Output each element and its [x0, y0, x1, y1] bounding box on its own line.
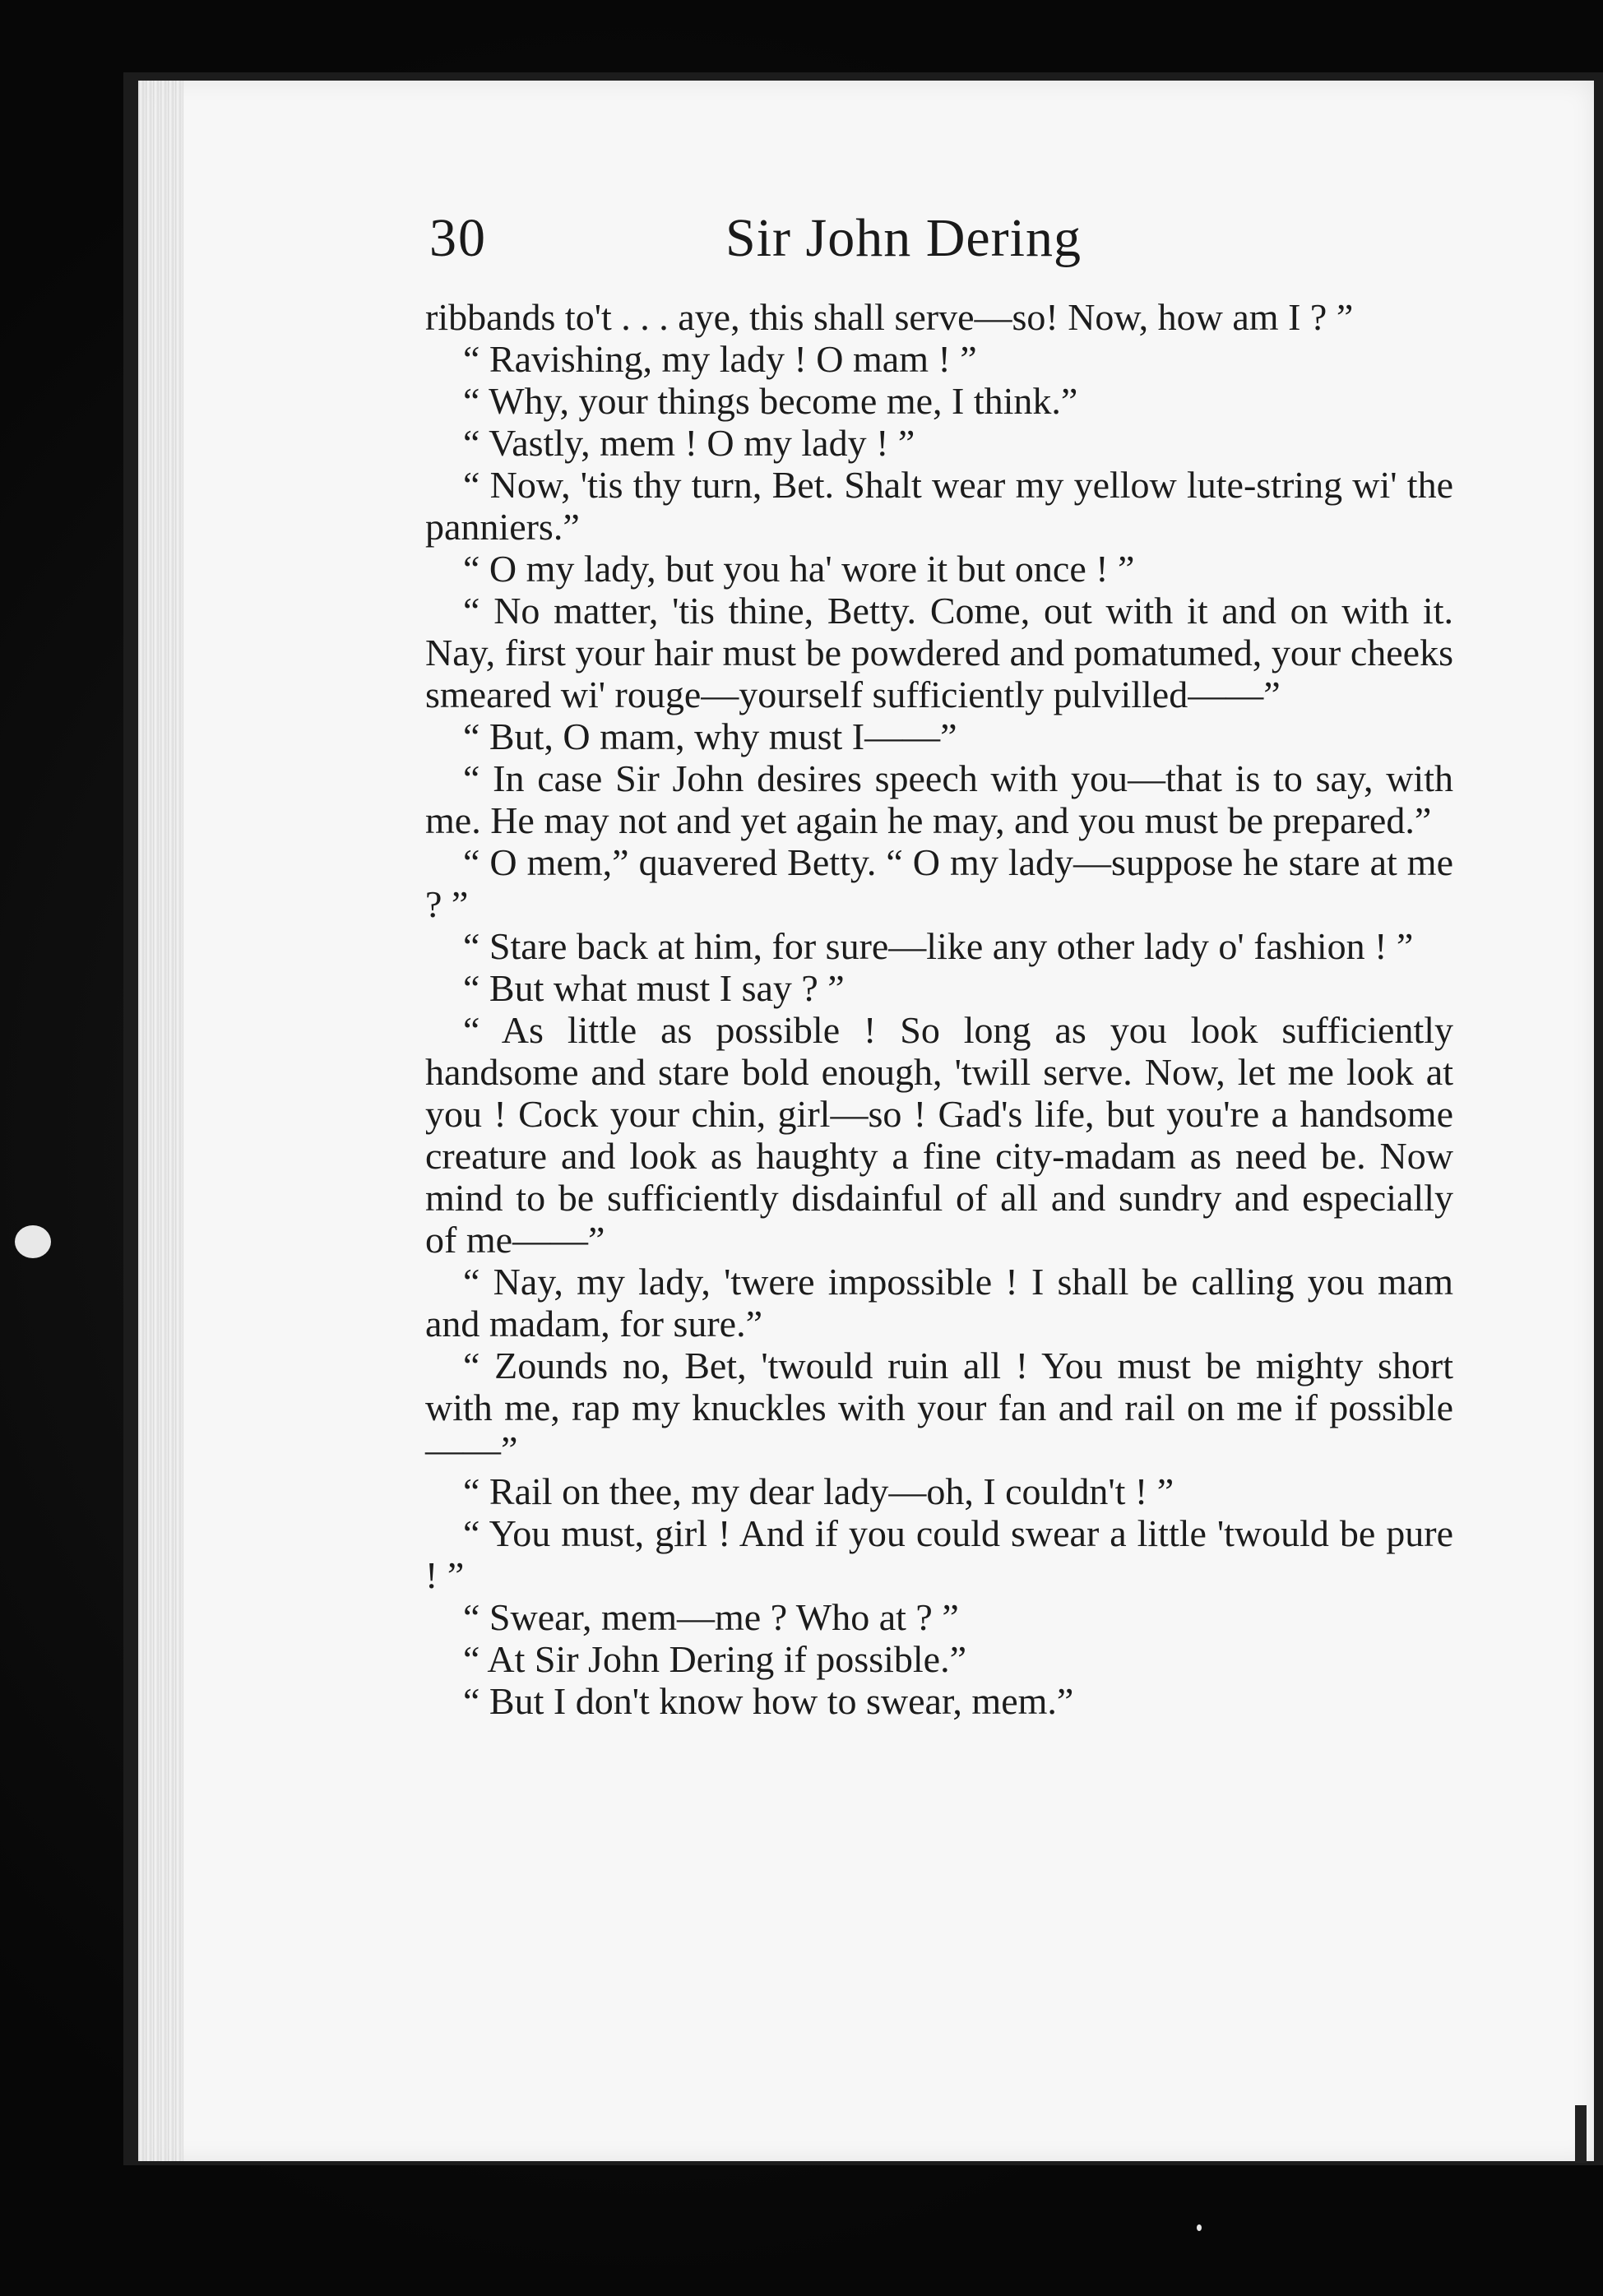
paragraph: “ O my lady, but you ha' wore it but once ! ”: [463, 548, 1135, 590]
paragraph: “ Rail on thee, my dear lady—oh, I couldn't ! ”: [463, 1470, 1174, 1512]
paragraph: “ Zounds no, Bet, 'twould ruin all ! You must be mighty short with me, rap my knuckles with your fan and rail on me if possible——”: [425, 1345, 1453, 1470]
page-corner-shadow: [1575, 2105, 1587, 2163]
running-title: Sir John Dering: [725, 208, 1082, 268]
paragraph: “ At Sir John Dering if possible.”: [463, 1638, 966, 1680]
body-text: [425, 296, 1453, 1722]
page-header: [429, 207, 1457, 306]
paragraph: “ Nay, my lady, 'twere impossible ! I shall be calling you mam and madam, for sure.”: [425, 1261, 1453, 1345]
paragraph: “ Swear, mem—me ? Who at ? ”: [463, 1596, 959, 1638]
paragraph: “ Vastly, mem ! O my lady ! ”: [463, 422, 915, 464]
paragraph: “ But what must I say ? ”: [463, 967, 845, 1009]
paragraph: “ But, O mam, why must I——”: [463, 715, 957, 757]
paragraph: “ Now, 'tis thy turn, Bet. Shalt wear my yellow lute-string wi' the panniers.”: [425, 464, 1453, 548]
paragraph: “ Stare back at him, for sure—like any other lady o' fashion ! ”: [463, 925, 1414, 967]
paragraph: ribbands to't . . . aye, this shall serve—so! Now, how am I ? ”: [425, 296, 1354, 338]
dust-speck: [15, 1225, 51, 1258]
paragraph: “ As little as possible ! So long as you look sufficiently handsome and stare bold enough, 'twill serve. Now, let me look at you ! Cock your chin, girl—so ! Gad's life, but you're a handsome creature and look as haughty a fine city-madam as need be. Now mind to be sufficiently disdainful of all and sundry and especially of me——”: [425, 1009, 1453, 1261]
paragraph: “ Ravishing, my lady ! O mam ! ”: [463, 338, 977, 380]
page-edge-stack: [138, 81, 183, 2161]
dust-speck: [1197, 2224, 1202, 2231]
paragraph: “ Why, your things become me, I think.”: [463, 380, 1078, 422]
paragraph: “ O mem,” quavered Betty. “ O my lady—suppose he stare at me ? ”: [425, 841, 1453, 925]
paragraph: “ You must, girl ! And if you could swear a little 'twould be pure ! ”: [425, 1512, 1453, 1596]
paragraph: “ In case Sir John desires speech with you—that is to say, with me. He may not and yet again he may, and you must be prepared.”: [425, 757, 1453, 841]
page-number: 30: [429, 208, 487, 268]
paragraph: “ No matter, 'tis thine, Betty. Come, out with it and on with it. Nay, first your hair must be powdered and pomatumed, your cheeks smeared wi' rouge—yourself sufficiently pulvilled——”: [425, 590, 1453, 715]
paragraph: “ But I don't know how to swear, mem.”: [463, 1680, 1074, 1722]
